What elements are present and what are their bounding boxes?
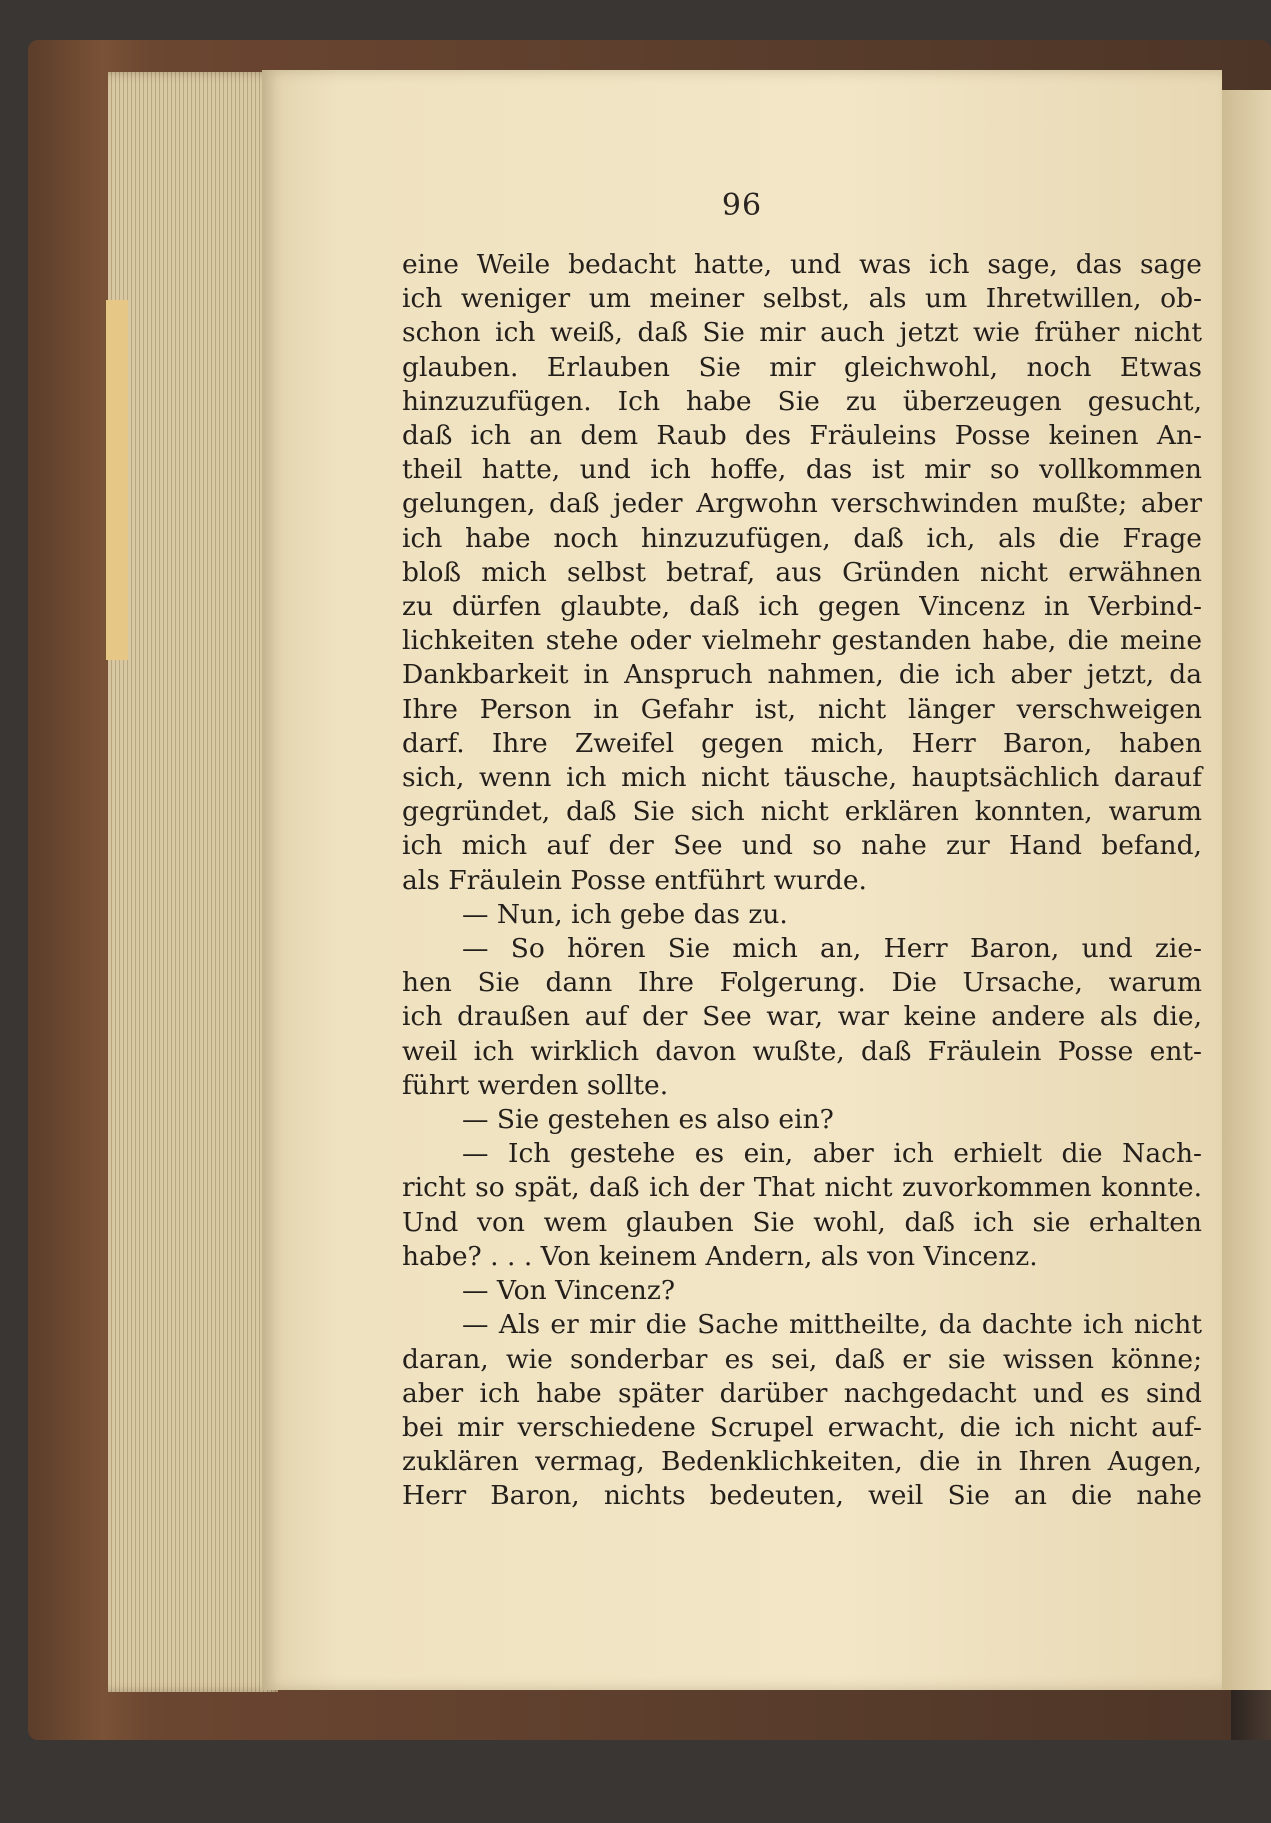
facing-page-edge: [1222, 90, 1271, 1690]
text-line: Und von wem glauben Sie wohl, daß ich sie erhalten: [402, 1206, 1202, 1238]
text-line: bei mir verschiedene Scrupel erwacht, die ich nicht auf-: [402, 1411, 1202, 1443]
text-line: theil hatte, und ich hoffe, das ist mir so vollkommen: [402, 454, 1202, 486]
text-line: — Von Vincenz?: [462, 1275, 676, 1307]
page-number: 96: [721, 188, 763, 223]
text-line: gegründet, daß Sie sich nicht erklären konnten, warum: [402, 796, 1202, 828]
text-line: zu dürfen glaubte, daß ich gegen Vincenz in Verbind-: [402, 591, 1202, 623]
text-line: ich mich auf der See und so nahe zur Hand befand,: [402, 830, 1202, 862]
text-line: zuklären vermag, Bedenklichkeiten, die in Ihren Augen,: [402, 1446, 1202, 1478]
text-line: daß ich an dem Raub des Fräuleins Posse keinen An-: [402, 420, 1202, 452]
text-line: Dankbarkeit in Anspruch nahmen, die ich aber jetzt, da: [402, 659, 1202, 691]
text-line: — Ich gestehe es ein, aber ich erhielt die Nach-: [462, 1138, 1202, 1170]
text-line: bloß mich selbst betraf, aus Gründen nicht erwähnen: [402, 556, 1202, 588]
text-line: ich draußen auf der See war, war keine andere als die,: [402, 1001, 1202, 1033]
text-line: eine Weile bedacht hatte, und was ich sage, das sage: [402, 249, 1202, 280]
text-line: hinzuzufügen. Ich habe Sie zu überzeugen gesucht,: [402, 385, 1202, 417]
text-line: Herr Baron, nichts bedeuten, weil Sie an die nahe: [402, 1480, 1202, 1512]
text-line: lichkeiten stehe oder vielmehr gestanden habe, die meine: [402, 625, 1202, 657]
page-text: [402, 248, 1202, 1514]
text-line: hen Sie dann Ihre Folgerung. Die Ursache, warum: [402, 967, 1202, 999]
text-line: — Nun, ich gebe das zu.: [462, 898, 788, 930]
text-line: — Sie gestehen es also ein?: [462, 1104, 834, 1136]
text-line: schon ich weiß, daß Sie mir auch jetzt wie früher nicht: [402, 317, 1202, 349]
text-line: habe? . . . Von keinem Andern, als von Vincenz.: [402, 1240, 1038, 1272]
text-line: darf. Ihre Zweifel gegen mich, Herr Baron, haben: [402, 727, 1202, 759]
bookmark-strip: [106, 300, 128, 660]
text-line: daran, wie sonderbar es sei, daß er sie wissen könne;: [402, 1343, 1202, 1375]
text-line: — So hören Sie mich an, Herr Baron, und zie-: [462, 933, 1202, 965]
text-line: Ihre Person in Gefahr ist, nicht länger verschweigen: [402, 693, 1202, 725]
text-line: weil ich wirklich davon wußte, daß Fräulein Posse ent-: [402, 1035, 1202, 1067]
book-page: [262, 70, 1222, 1690]
page-stack: [108, 72, 278, 1692]
text-line: aber ich habe später darüber nachgedacht und es sind: [402, 1377, 1202, 1409]
text-line: führt werden sollte.: [402, 1069, 669, 1101]
text-line: ich habe noch hinzuzufügen, daß ich, als die Frage: [402, 522, 1202, 554]
text-line: glauben. Erlauben Sie mir gleichwohl, noch Etwas: [402, 351, 1202, 383]
text-line: gelungen, daß jeder Argwohn verschwinden mußte; aber: [402, 488, 1202, 520]
text-line: sich, wenn ich mich nicht täusche, hauptsächlich darauf: [402, 762, 1202, 794]
text-line: ich weniger um meiner selbst, als um Ihretwillen, ob-: [402, 283, 1202, 315]
text-line: — Als er mir die Sache mittheilte, da dachte ich nicht: [462, 1309, 1202, 1341]
text-line: als Fräulein Posse entführt wurde.: [402, 864, 867, 896]
text-line: richt so spät, daß ich der That nicht zuvorkommen konnte.: [402, 1172, 1202, 1204]
